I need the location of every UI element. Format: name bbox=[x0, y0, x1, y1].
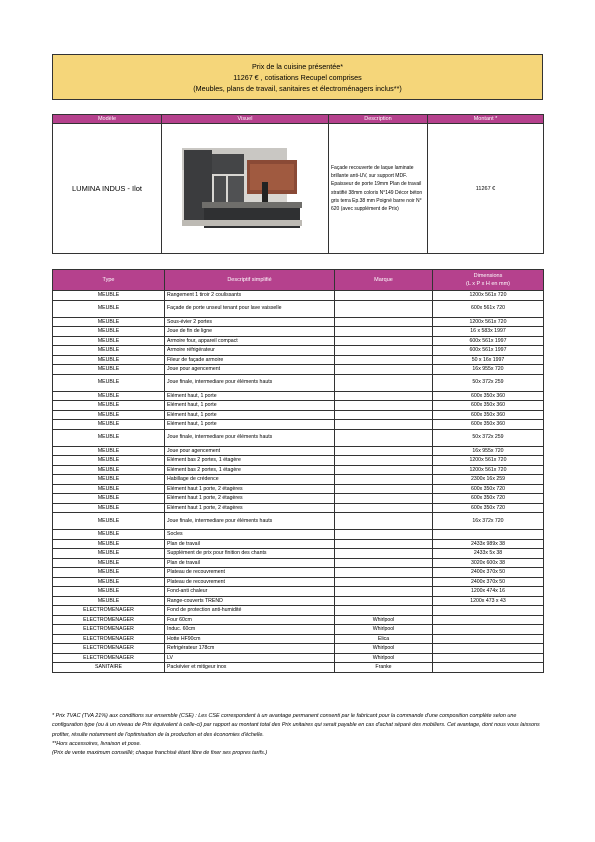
item-dimensions: 2400x 370x 50 bbox=[433, 568, 544, 578]
item-dimensions bbox=[433, 625, 544, 635]
item-description: Induc. 60cm bbox=[165, 625, 335, 635]
item-type: ELECTROMENAGER bbox=[53, 653, 165, 663]
item-brand bbox=[335, 401, 433, 411]
table-row bbox=[53, 355, 544, 365]
item-description: Plateau de recouvrement bbox=[165, 568, 335, 578]
item-dimensions bbox=[433, 606, 544, 616]
item-description: Hotte HF90cm bbox=[165, 634, 335, 644]
table-row bbox=[53, 513, 544, 530]
item-dimensions: 50x 372x 259 bbox=[433, 429, 544, 446]
item-brand bbox=[335, 336, 433, 346]
item-brand bbox=[335, 475, 433, 485]
item-brand bbox=[335, 494, 433, 504]
item-dimensions bbox=[433, 653, 544, 663]
item-description: Fond de protection anti-humidité bbox=[165, 606, 335, 616]
item-dimensions: 2300x 16x 259 bbox=[433, 475, 544, 485]
kitchen-image bbox=[162, 124, 329, 254]
item-type: MEUBLE bbox=[53, 446, 165, 456]
item-type: MEUBLE bbox=[53, 596, 165, 606]
product-description: Façade recouverte de laque laminate brillante anti-UV, sur support MDF. Epaisseur de porte 19mm Plan de travail stratifié 38mm coloris N°149 Décor béton gris terra Ep.38 mm Poigné barre noir N° 620 (avec supplément de Prix) bbox=[329, 124, 428, 254]
item-type: MEUBLE bbox=[53, 410, 165, 420]
item-description: Elément haut, 1 porte bbox=[165, 420, 335, 430]
item-description: Joue pour agencement bbox=[165, 446, 335, 456]
col-desc: Descriptif simplifié bbox=[165, 270, 335, 291]
price-header bbox=[52, 54, 543, 100]
item-type: ELECTROMENAGER bbox=[53, 606, 165, 616]
item-brand bbox=[335, 410, 433, 420]
item-description: Joue finale, intermediare pour éléments hauts bbox=[165, 374, 335, 391]
item-type: MEUBLE bbox=[53, 317, 165, 327]
item-type: MEUBLE bbox=[53, 327, 165, 337]
table-row bbox=[53, 615, 544, 625]
item-description: Fond-anti chaleur bbox=[165, 587, 335, 597]
table-row bbox=[53, 549, 544, 559]
table-row bbox=[53, 653, 544, 663]
item-dimensions: 2433x 989x 38 bbox=[433, 539, 544, 549]
item-description: Fileur de façade armoire bbox=[165, 355, 335, 365]
col-visual: Visuel bbox=[162, 115, 329, 124]
table-row bbox=[53, 558, 544, 568]
table-row bbox=[53, 374, 544, 391]
table-row bbox=[53, 365, 544, 375]
table-row bbox=[53, 587, 544, 597]
item-type: MEUBLE bbox=[53, 539, 165, 549]
table-row bbox=[53, 456, 544, 466]
item-type: MEUBLE bbox=[53, 374, 165, 391]
col-description: Description bbox=[329, 115, 428, 124]
table-row bbox=[53, 446, 544, 456]
item-description: Joue de fin de ligne bbox=[165, 327, 335, 337]
item-dimensions bbox=[433, 644, 544, 654]
item-dimensions: 16 x 583x 1997 bbox=[433, 327, 544, 337]
table-row bbox=[53, 429, 544, 446]
item-brand bbox=[335, 327, 433, 337]
item-brand bbox=[335, 355, 433, 365]
items-body bbox=[53, 291, 544, 673]
col-dimensions bbox=[433, 270, 544, 291]
item-description: Joue finale, intermediare pour éléments hauts bbox=[165, 513, 335, 530]
table-row bbox=[53, 346, 544, 356]
item-type: MEUBLE bbox=[53, 484, 165, 494]
col-dimensions-unit: (L x P x H en mm) bbox=[465, 281, 510, 287]
item-description: Packévier et mitigeur inox bbox=[165, 663, 335, 673]
item-brand bbox=[335, 346, 433, 356]
item-dimensions bbox=[433, 615, 544, 625]
footnote-pricing: * Prix TVAC (TVA 21%) aux conditions sur ensemble (CSE) : Les CSE correspondent à un avantage permanent consenti par le fabricant pour la commande d'une composition complète selon une configuration type (ou à un niveau de Prix équivalent à celle-ci) par rapport au montant total des Prix unitaires qui serait payable en cas d'achat séparé des mobiliers. Cet avantage, dont nous vous laissons profiter, résulte notamment de l'optimisation de la production et des économies d'échelle. bbox=[52, 713, 540, 738]
item-description: Joue pour agencement bbox=[165, 365, 335, 375]
table-row bbox=[53, 391, 544, 401]
item-dimensions bbox=[433, 663, 544, 673]
item-description: Sous-évier 2 portes bbox=[165, 317, 335, 327]
item-brand: Whirlpool bbox=[335, 625, 433, 635]
item-brand bbox=[335, 596, 433, 606]
item-dimensions: 600x 350x 360 bbox=[433, 391, 544, 401]
item-dimensions: 600x 350x 360 bbox=[433, 410, 544, 420]
item-brand bbox=[335, 539, 433, 549]
item-dimensions: 600x 561x 1997 bbox=[433, 346, 544, 356]
item-description: Armoire four, appareil compact bbox=[165, 336, 335, 346]
item-brand: Franke bbox=[335, 663, 433, 673]
item-description: Rangement 1 tiroir 2 coulissants bbox=[165, 291, 335, 301]
item-brand bbox=[335, 300, 433, 317]
item-brand bbox=[335, 530, 433, 540]
table-row bbox=[53, 634, 544, 644]
item-dimensions: 2433x 5x 38 bbox=[433, 549, 544, 559]
item-type: SANITAIRE bbox=[53, 663, 165, 673]
item-type: MEUBLE bbox=[53, 577, 165, 587]
item-type: MEUBLE bbox=[53, 549, 165, 559]
item-brand bbox=[335, 420, 433, 430]
table-row bbox=[53, 644, 544, 654]
item-brand: Whirlpool bbox=[335, 644, 433, 654]
item-type: MEUBLE bbox=[53, 465, 165, 475]
item-brand bbox=[335, 391, 433, 401]
item-type: MEUBLE bbox=[53, 530, 165, 540]
item-type: ELECTROMENAGER bbox=[53, 615, 165, 625]
item-brand: Elica bbox=[335, 634, 433, 644]
table-row bbox=[53, 596, 544, 606]
item-type: MEUBLE bbox=[53, 291, 165, 301]
item-type: MEUBLE bbox=[53, 558, 165, 568]
summary-table bbox=[52, 114, 544, 254]
item-type: MEUBLE bbox=[53, 494, 165, 504]
item-description: Socles bbox=[165, 530, 335, 540]
item-description: Supplément de prix pour finition des chants bbox=[165, 549, 335, 559]
item-type: ELECTROMENAGER bbox=[53, 625, 165, 635]
item-type: MEUBLE bbox=[53, 401, 165, 411]
table-row bbox=[53, 484, 544, 494]
table-row bbox=[53, 494, 544, 504]
item-type: ELECTROMENAGER bbox=[53, 644, 165, 654]
col-model: Modèle bbox=[53, 115, 162, 124]
item-dimensions: 600x 350x 720 bbox=[433, 484, 544, 494]
item-dimensions: 1200x 561x 720 bbox=[433, 317, 544, 327]
item-description: Joue finale, intermediare pour éléments hauts bbox=[165, 429, 335, 446]
item-dimensions bbox=[433, 634, 544, 644]
item-brand bbox=[335, 568, 433, 578]
item-brand bbox=[335, 465, 433, 475]
item-brand bbox=[335, 456, 433, 466]
item-type: MEUBLE bbox=[53, 300, 165, 317]
table-row bbox=[53, 530, 544, 540]
table-row bbox=[53, 663, 544, 673]
item-description: Plan de travail bbox=[165, 558, 335, 568]
table-row bbox=[53, 291, 544, 301]
table-row bbox=[53, 539, 544, 549]
item-description: Habillage de crédence bbox=[165, 475, 335, 485]
item-dimensions: 1200x 561x 720 bbox=[433, 465, 544, 475]
item-dimensions: 16x 955x 720 bbox=[433, 365, 544, 375]
table-row bbox=[53, 420, 544, 430]
item-dimensions: 600x 350x 720 bbox=[433, 494, 544, 504]
item-type: MEUBLE bbox=[53, 503, 165, 513]
model-name: LUMINA INDUS - Ilot bbox=[53, 124, 162, 254]
item-type: MEUBLE bbox=[53, 429, 165, 446]
item-type: MEUBLE bbox=[53, 513, 165, 530]
item-type: MEUBLE bbox=[53, 456, 165, 466]
price-inclusions: (Meubles, plans de travail, sanitaires et électroménagers inclus**) bbox=[193, 84, 402, 93]
item-description: Plateau de recouvrement bbox=[165, 577, 335, 587]
item-brand bbox=[335, 374, 433, 391]
table-row bbox=[53, 401, 544, 411]
item-dimensions: 50x 372x 259 bbox=[433, 374, 544, 391]
item-description: Elément bas 2 portes, 1 étagère bbox=[165, 465, 335, 475]
item-brand bbox=[335, 606, 433, 616]
table-row bbox=[53, 606, 544, 616]
item-brand bbox=[335, 365, 433, 375]
item-type: MEUBLE bbox=[53, 587, 165, 597]
item-description: LV bbox=[165, 653, 335, 663]
item-type: ELECTROMENAGER bbox=[53, 634, 165, 644]
table-row bbox=[53, 410, 544, 420]
table-row bbox=[53, 336, 544, 346]
item-brand bbox=[335, 577, 433, 587]
item-description: Range-couverts TREND bbox=[165, 596, 335, 606]
kitchen-photo-icon bbox=[162, 124, 327, 248]
item-description: Elément haut, 1 porte bbox=[165, 391, 335, 401]
item-type: MEUBLE bbox=[53, 475, 165, 485]
table-row bbox=[53, 475, 544, 485]
item-brand bbox=[335, 587, 433, 597]
col-type: Type bbox=[53, 270, 165, 291]
item-brand bbox=[335, 513, 433, 530]
item-dimensions: 1200x 474x 16 bbox=[433, 587, 544, 597]
item-type: MEUBLE bbox=[53, 568, 165, 578]
item-type: MEUBLE bbox=[53, 391, 165, 401]
item-dimensions bbox=[433, 530, 544, 540]
col-amount: Montant * bbox=[428, 115, 544, 124]
item-description: Elément haut 1 porte, 2 étagères bbox=[165, 484, 335, 494]
item-dimensions: 50 x 16x 1997 bbox=[433, 355, 544, 365]
item-description: Plan de travail bbox=[165, 539, 335, 549]
footnotes bbox=[52, 712, 543, 758]
item-type: MEUBLE bbox=[53, 365, 165, 375]
item-dimensions: 3020x 600x 38 bbox=[433, 558, 544, 568]
item-type: MEUBLE bbox=[53, 346, 165, 356]
item-dimensions: 600x 350x 360 bbox=[433, 401, 544, 411]
col-brand: Marque bbox=[335, 270, 433, 291]
item-brand bbox=[335, 446, 433, 456]
item-dimensions: 1200x 561x 720 bbox=[433, 291, 544, 301]
item-dimensions: 600x 561x 720 bbox=[433, 300, 544, 317]
footnote-msrp: (Prix de vente maximum conseillé; chaque franchisé étant libre de fixer ses propres tarifs.) bbox=[52, 750, 268, 757]
item-brand: Whirlpool bbox=[335, 615, 433, 625]
product-amount: 11267 € bbox=[428, 124, 544, 254]
item-dimensions: 16x 372x 720 bbox=[433, 513, 544, 530]
item-dimensions: 600x 350x 720 bbox=[433, 503, 544, 513]
col-dimensions-title: Dimensions bbox=[473, 273, 503, 279]
item-brand bbox=[335, 503, 433, 513]
table-row bbox=[53, 568, 544, 578]
item-description: Four 60cm bbox=[165, 615, 335, 625]
items-table bbox=[52, 269, 544, 673]
item-description: Elément haut 1 porte, 2 étagères bbox=[165, 503, 335, 513]
table-row bbox=[53, 465, 544, 475]
table-row bbox=[53, 577, 544, 587]
item-brand bbox=[335, 317, 433, 327]
item-dimensions: 600x 561x 1997 bbox=[433, 336, 544, 346]
table-row bbox=[53, 317, 544, 327]
price-total: 11267 € , cotisations Recupel comprises bbox=[233, 73, 362, 82]
item-description: Elément haut, 1 porte bbox=[165, 401, 335, 411]
table-row bbox=[53, 300, 544, 317]
table-row bbox=[53, 503, 544, 513]
table-row bbox=[53, 327, 544, 337]
item-brand bbox=[335, 429, 433, 446]
item-brand bbox=[335, 558, 433, 568]
item-description: Refrigérateur 178cm bbox=[165, 644, 335, 654]
item-dimensions: 600x 350x 360 bbox=[433, 420, 544, 430]
item-description: Façade de porte unseul tenant pour lave vaisselle bbox=[165, 300, 335, 317]
item-dimensions: 1200x 561x 720 bbox=[433, 456, 544, 466]
price-title: Prix de la cuisine présentée* bbox=[251, 62, 344, 71]
item-description: Elément haut 1 porte, 2 étagères bbox=[165, 494, 335, 504]
item-type: MEUBLE bbox=[53, 336, 165, 346]
table-row bbox=[53, 625, 544, 635]
item-dimensions: 16x 955x 720 bbox=[433, 446, 544, 456]
item-brand bbox=[335, 549, 433, 559]
item-description: Elément haut, 1 porte bbox=[165, 410, 335, 420]
item-type: MEUBLE bbox=[53, 355, 165, 365]
item-dimensions: 2400x 370x 50 bbox=[433, 577, 544, 587]
item-description: Elément bas 2 portes, 1 étagère bbox=[165, 456, 335, 466]
item-dimensions: 1200x 473 x 43 bbox=[433, 596, 544, 606]
item-description: Armoire réfrigérateur bbox=[165, 346, 335, 356]
item-brand bbox=[335, 484, 433, 494]
item-brand: Whirlpool bbox=[335, 653, 433, 663]
item-brand bbox=[335, 291, 433, 301]
item-type: MEUBLE bbox=[53, 420, 165, 430]
footnote-exclusions: **Hors accessoires, livraison et pose. bbox=[52, 740, 141, 747]
